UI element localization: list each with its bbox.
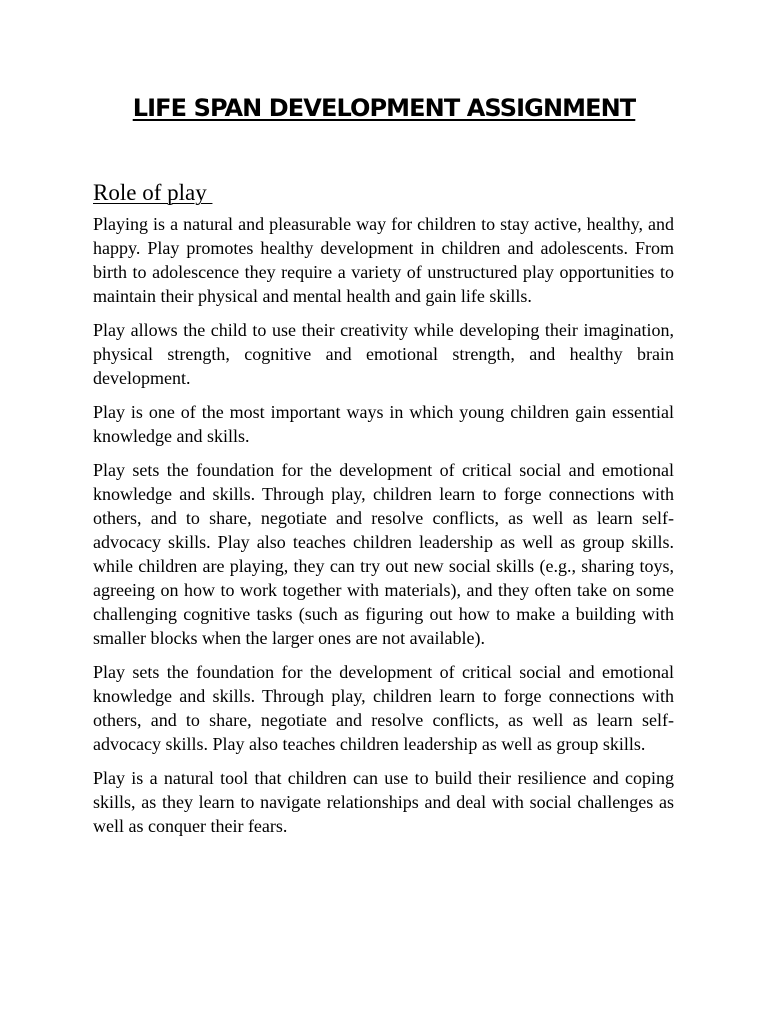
document-title: LIFE SPAN DEVELOPMENT ASSIGNMENT bbox=[132, 94, 636, 122]
paragraph-3: Play is one of the most important ways in which young children gain essential knowledge and skills. bbox=[93, 402, 674, 446]
paragraph-2: Play allows the child to use their creativity while developing their imagination, physical strength, cognitive and emotional strength, and healthy brain development. bbox=[93, 320, 674, 388]
paragraph-5: Play sets the foundation for the development of critical social and emotional knowledge and skills. Through play, children learn to forge connections with others, and to share, negotiate and resolve conflicts, as well as learn self-advocacy skills. Play also teaches children leadership as well as group skills. bbox=[93, 662, 674, 754]
paragraph-1: Playing is a natural and pleasurable way for children to stay active, healthy, and happy. Play promotes healthy development in children and adolescents. From birth to adolescence they require a variety of unstructured play opportunities to maintain their physical and mental health and gain life skills. bbox=[93, 214, 674, 306]
paragraph-6: Play is a natural tool that children can use to build their resilience and coping skills, as they learn to navigate relationships and deal with social challenges as well as conquer their fears. bbox=[93, 768, 674, 836]
paragraph-4: Play sets the foundation for the development of critical social and emotional knowledge and skills. Through play, children learn to forge connections with others, and to share, negotiate and resolve conflicts, as well as learn self-advocacy skills. Play also teaches children leadership as well as group skills. while children are playing, they can try out new social skills (e.g., sharing toys, agreeing on how to work together with materials), and they often take on some challenging cognitive tasks (such as figuring out how to make a building with smaller blocks when the larger ones are not available). bbox=[93, 460, 674, 648]
document-body bbox=[93, 178, 674, 848]
section-heading: Role of play bbox=[93, 180, 213, 205]
